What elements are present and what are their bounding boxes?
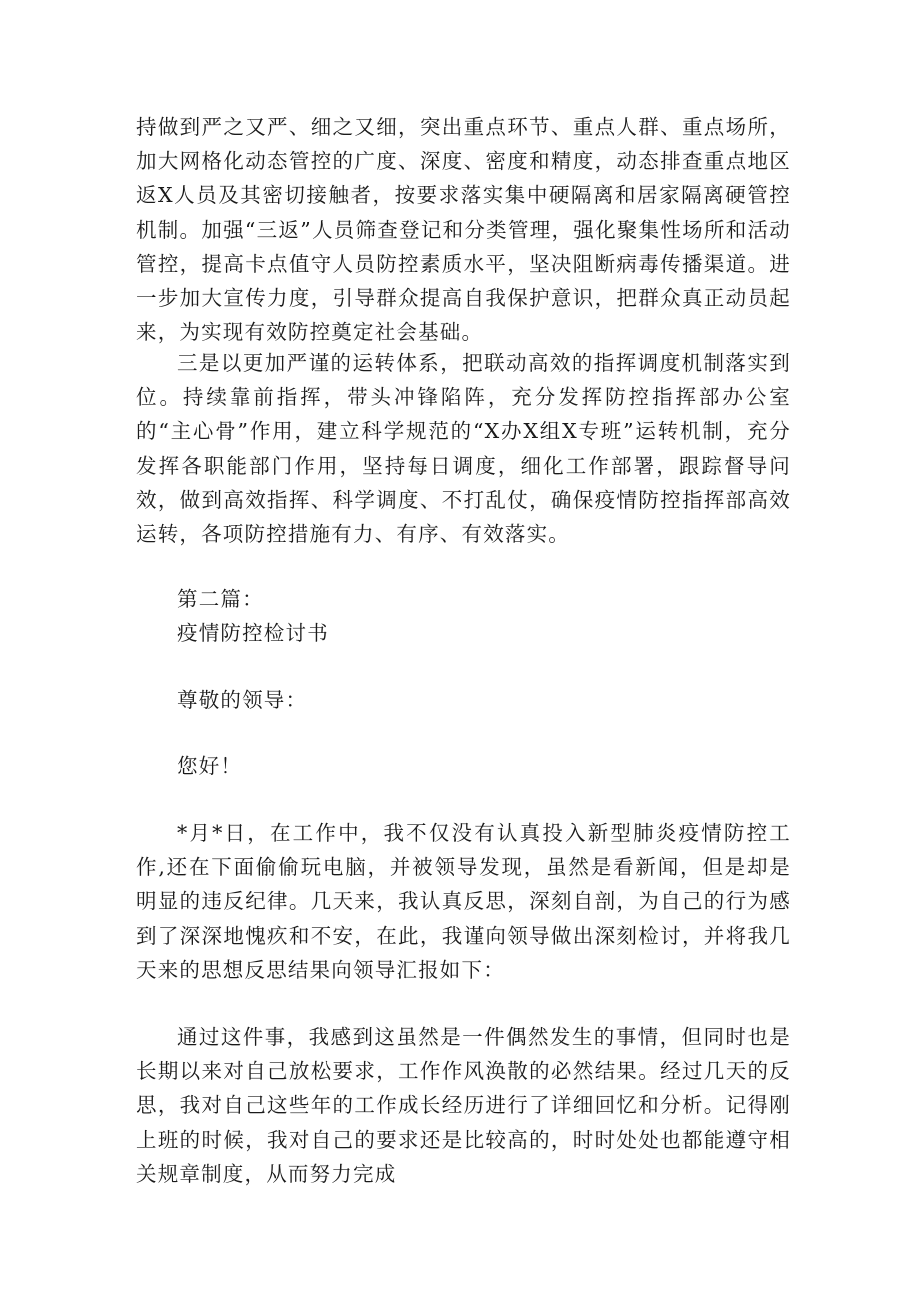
paragraph-incident: *月*日，在工作中，我不仅没有认真投入新型肺炎疫情防控工作,还在下面偷偷玩电脑，并被领导发现，虽然是看新闻，但是却是明显的违反纪律。几天来，我认真反思，深刻自剖，为自己的行为感到了深深地愧疚和不安，在此，我谨向领导做出深刻检讨，并将我几天来的思想反思结果向领导汇报如下： (136, 821, 791, 982)
paragraph-reflection: 通过这件事，我感到这虽然是一件偶然发生的事情，但同时也是长期以来对自己放松要求，工作作风涣散的必然结果。经过几天的反思，我对自己这些年的工作成长经历进行了详细回忆和分析。记得刚上班的时候，我对自己的要求还是比较高的，时时处处也都能遵守相关规章制度，从而努力完成 (136, 1025, 791, 1186)
letter-greeting: 您好！ (177, 754, 243, 778)
letter-salutation: 尊敬的领导： (177, 688, 308, 712)
paragraph-prevention-control: 持做到严之又严、细之又细，突出重点环节、重点人群、重点场所，加大网格化动态管控的广度、深度、密度和精度，动态排查重点地区返X人员及其密切接触者，按要求落实集中硬隔离和居家隔离硬管控机制。加强“三返”人员筛查登记和分类管理，强化聚集性场所和活动管控，提高卡点值守人员防控素质水平，坚决阻断病毒传播渠道。进一步加大宣传力度，引导群众提高自我保护意识，把群众真正动员起来，为实现有效防控奠定社会基础。 (136, 115, 791, 345)
section-label: 第二篇： (177, 587, 264, 611)
paragraph-command-system: 三是以更加严谨的运转体系，把联动高效的指挥调度机制落实到位。持续靠前指挥，带头冲锋陷阵，充分发挥防控指挥部办公室的“主心骨”作用，建立科学规范的“X办X组X专班”运转机制，充分发挥各职能部门作用，坚持每日调度，细化工作部署，跟踪督导问效，做到高效指挥、科学调度、不打乱仗，确保疫情防控指挥部高效运转，各项防控措施有力、有序、有效落实。 (136, 351, 791, 547)
section-title: 疫情防控检讨书 (177, 621, 329, 645)
